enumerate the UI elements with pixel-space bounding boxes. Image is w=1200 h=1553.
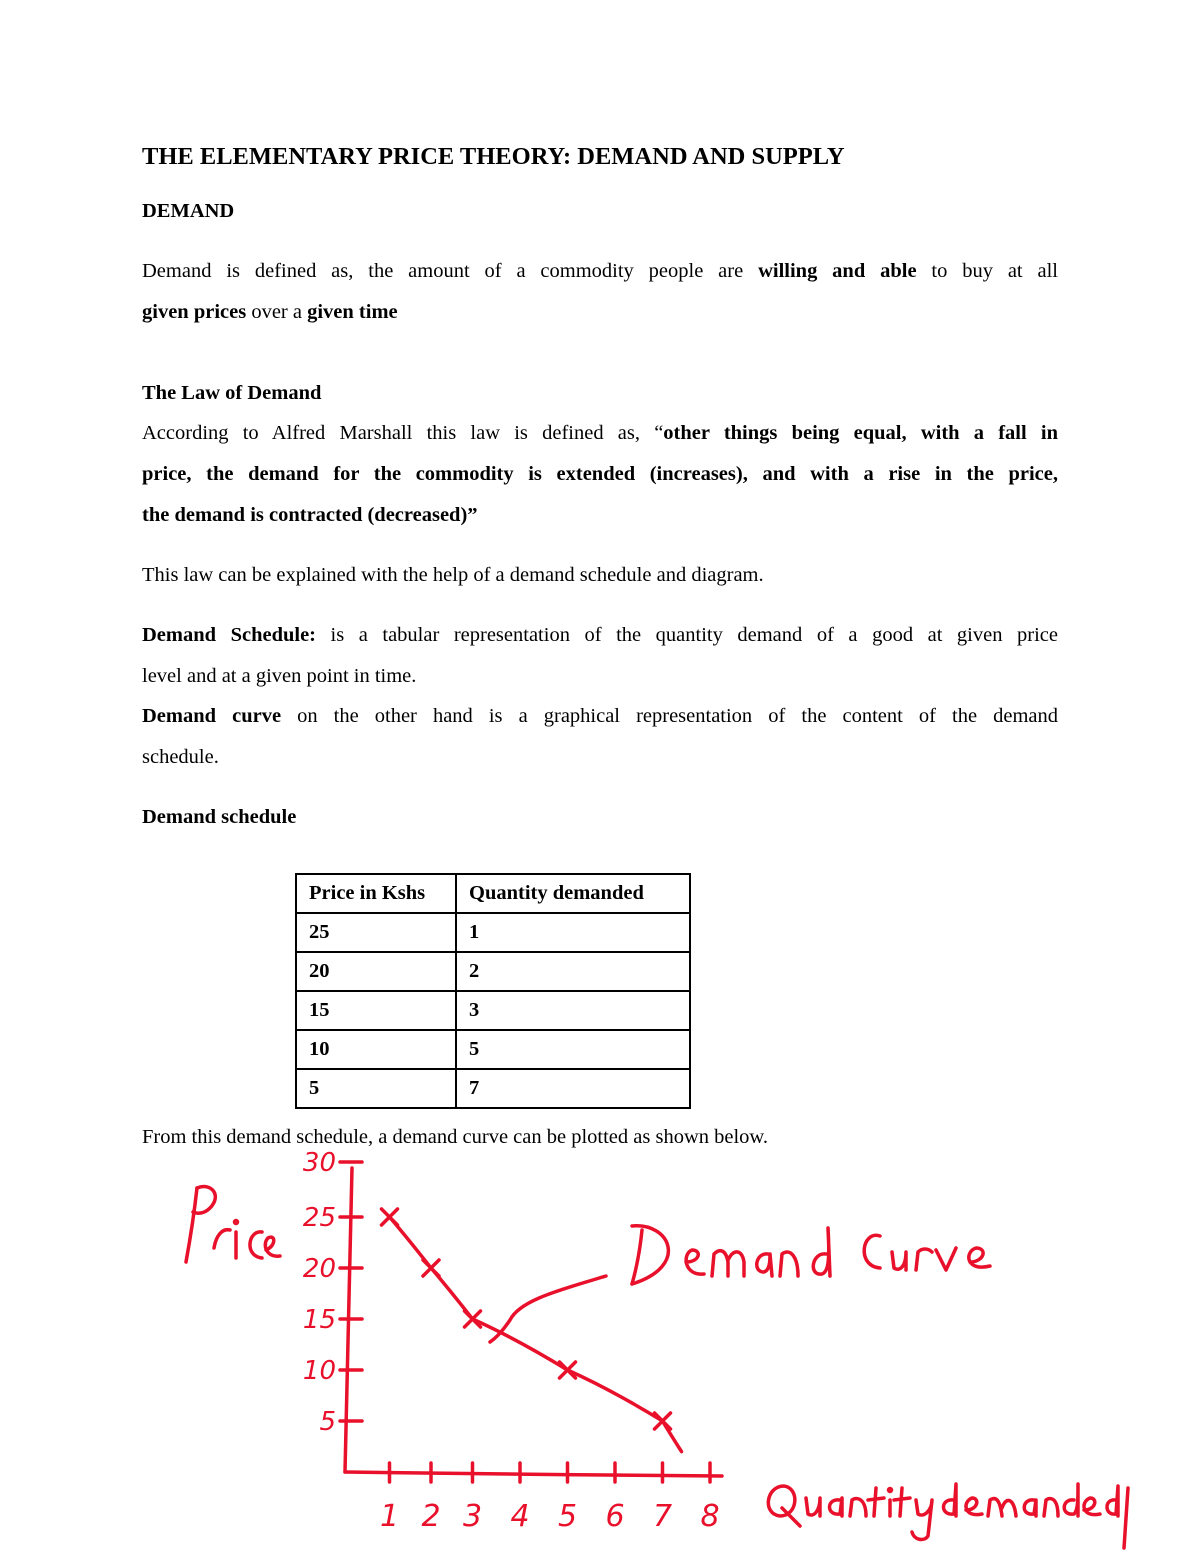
x-axis-tick-label: 7: [652, 1499, 673, 1534]
x-axis-tick-label: 4: [510, 1499, 530, 1534]
section-heading-law: The Law of Demand: [142, 382, 322, 404]
law-quote-text: other things being equal, with a fall in: [663, 422, 1059, 444]
table-cell-quantity: 2: [456, 952, 690, 991]
table-cell-price: 20: [296, 952, 456, 991]
schedule-heading: Demand schedule: [142, 806, 297, 828]
y-axis-tick-label: 5: [319, 1407, 336, 1437]
x-axis-tick-label: 3: [462, 1499, 483, 1534]
table-header-quantity: Quantity demanded: [456, 874, 690, 913]
explain-line: This law can be explained with the help of a demand schedule and diagram.: [142, 564, 764, 586]
y-axis-tick-label: 10: [302, 1356, 336, 1386]
label-pointer-line: [490, 1276, 606, 1342]
data-point-cross: [382, 1209, 398, 1225]
curve-definition-label: Demand curve: [142, 705, 282, 727]
document-title: THE ELEMENTARY PRICE THEORY: DEMAND AND SUPPLY: [142, 143, 845, 170]
table-cell-quantity: 5: [456, 1030, 690, 1069]
x-axis-tick-label: 2: [421, 1499, 441, 1534]
table-cell-quantity: 1: [456, 913, 690, 952]
table-cell-quantity: 7: [456, 1069, 690, 1108]
table-cell-price: 5: [296, 1069, 456, 1108]
y-axis-tick-label: 20: [302, 1254, 336, 1284]
data-point-cross: [655, 1413, 671, 1429]
table-cell-price: 10: [296, 1030, 456, 1069]
definition-bold-term: given time: [307, 301, 398, 323]
data-point-cross: [465, 1311, 481, 1327]
x-axis-tick-label: 8: [700, 1499, 720, 1534]
definition-text: over a: [246, 301, 308, 323]
y-axis-tick-label: 25: [302, 1203, 336, 1233]
demand-curve-handwritten-label: [632, 1226, 990, 1284]
after-table-text: From this demand schedule, a demand curve can be plotted as shown below.: [142, 1126, 769, 1148]
x-axis-tick-label: 6: [605, 1499, 625, 1534]
schedule-definition-label: Demand Schedule:: [142, 624, 316, 646]
quantity-handwritten-label: [768, 1484, 1128, 1548]
table-cell-quantity: 3: [456, 991, 690, 1030]
table-cell-price: 25: [296, 913, 456, 952]
law-line-2: price, the demand for the commodity is extended (increases), and with a rise in the price,: [142, 463, 1058, 485]
x-axis-tick-label: 1: [379, 1499, 400, 1534]
curve-definition-line-2: schedule.: [142, 746, 219, 768]
definition-text: Demand is defined as, the amount of a commodity people are: [142, 260, 759, 282]
price-handwritten-label: [186, 1187, 280, 1262]
definition-bold-term: given prices: [142, 301, 247, 323]
table-header-price: Price in Kshs: [296, 874, 456, 913]
section-heading-demand: DEMAND: [142, 200, 235, 222]
schedule-definition-line-2: level and at a given point in time.: [142, 665, 417, 687]
curve-definition-text: on the other hand is a graphical representation of the content of the demand: [281, 705, 1059, 727]
y-axis-tick-label: 15: [302, 1305, 336, 1335]
data-point-cross: [560, 1362, 576, 1378]
definition-text: to buy at all: [916, 260, 1058, 282]
x-axis-tick-label: 5: [557, 1499, 578, 1534]
x-axis-line: [345, 1472, 722, 1476]
law-line-3: the demand is contracted (decreased)”: [142, 504, 478, 526]
schedule-definition-text: is a tabular representation of the quantity demand of a good at given price: [316, 624, 1058, 646]
definition-bold-term: willing and able: [758, 260, 917, 282]
law-intro-text: According to Alfred Marshall this law is defined as, “: [142, 422, 664, 444]
table-cell-price: 15: [296, 991, 456, 1030]
y-axis-tick-label: 30: [302, 1148, 336, 1178]
data-point-cross: [423, 1260, 439, 1276]
